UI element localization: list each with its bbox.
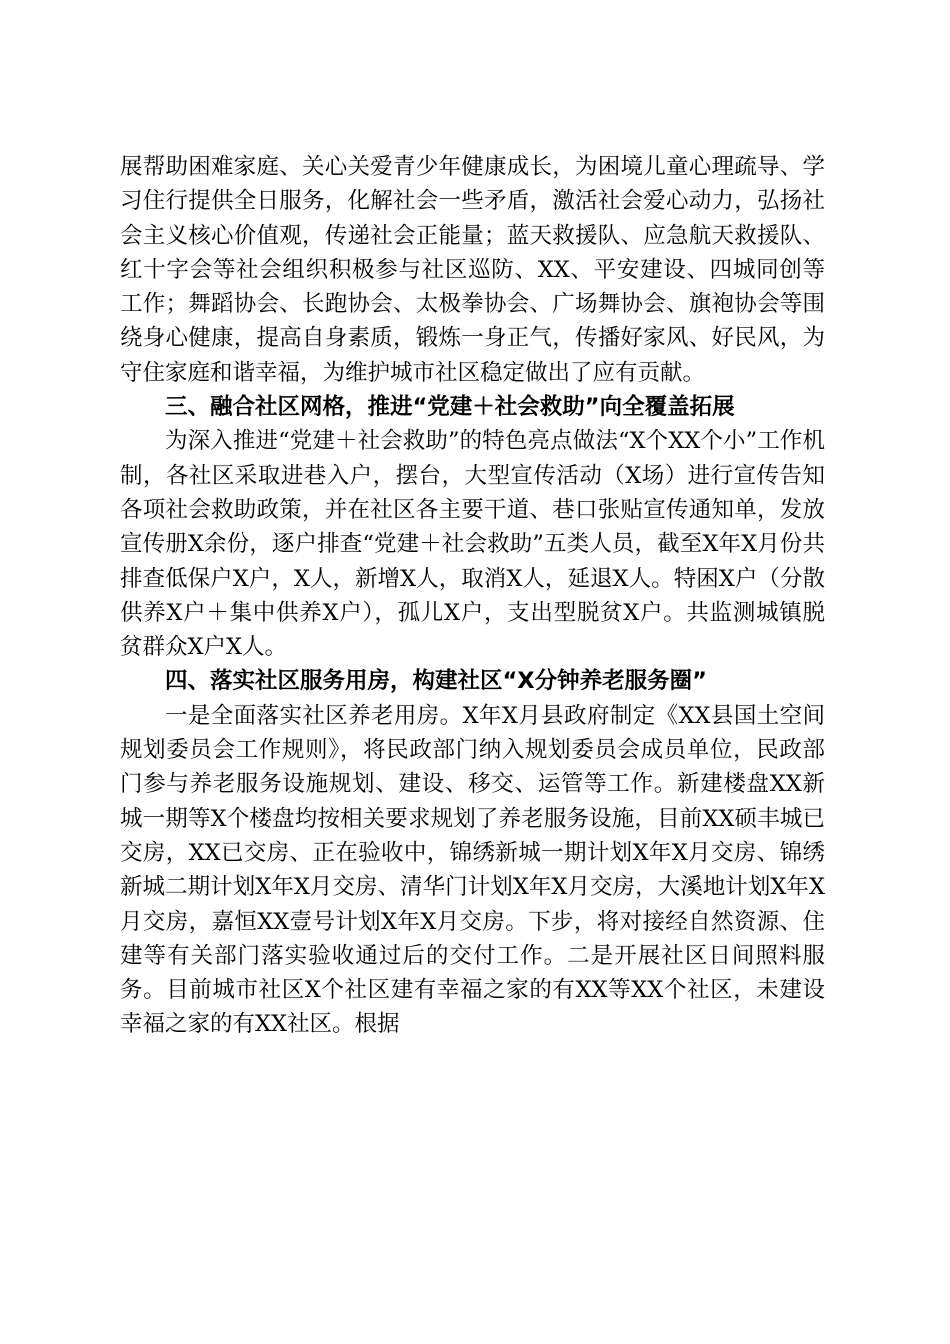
section-heading-4: 四、落实社区服务用房，构建社区“X分钟养老服务圈”: [165, 668, 707, 695]
paragraph-elderly-care: 一是全面落实社区养老用房。X年X月县政府制定《XX县国土空间规划委员会工作规则》，将民政部门纳入规划委员会成员单位，民政部门参与养老服务设施规划、建设、移交、运管等工作。新建楼盘XX新城一期等X个楼盘均按相关要求规划了养老服务设施，目前XX硕丰城已交房，XX已交房、正在验收中，锦绣新城一期计划X年X月交房、锦绣新城二期计划X年X月交房、清华门计划X年X月交房，大溪地计划X年X月交房，嘉恒XX壹号计划X年X月交房。下步，将对接经自然资源、住建等有关部门落实验收通过后的交付工作。二是开展社区日间照料服务。目前城市社区X个社区建有幸福之家的有XX等XX个社区，未建设幸福之家的有XX社区。根据: [120, 702, 825, 1038]
section-heading-3: 三、融合社区网格，推进“党建＋社会救助”向全覆盖拓展: [165, 394, 735, 421]
document-body: [120, 150, 825, 1042]
paragraph-community-organizations: 展帮助困难家庭、关心关爱青少年健康成长，为困境儿童心理疏导、学习住行提供全日服务，化解社会一些矛盾，激活社会爱心动力，弘扬社会主义核心价值观，传递社会正能量；蓝天救援队、应急航天救援队、红十字会等社会组织积极参与社区巡防、XX、平安建设、四城同创等工作；舞蹈协会、长跑协会、太极拳协会、广场舞协会、旗袍协会等围绕身心健康，提高自身素质，锻炼一身正气，传播好家风、好民风，为守住家庭和谐幸福，为维护城市社区稳定做出了应有贡献。: [120, 154, 825, 386]
paragraph-social-assistance: 为深入推进“党建＋社会救助”的特色亮点做法“X个XX个小”工作机制，各社区采取进巷入户，摆台，大型宣传活动（X场）进行宣传告知各项社会救助政策，并在社区各主要干道、巷口张贴宣传通知单，发放宣传册X余份，逐户排查“党建＋社会救助”五类人员，截至X年X月份共排查低保户X户，X人，新增X人，取消X人，延退X人。特困X户（分散供养X户＋集中供养X户），孤儿X户，支出型脱贫X户。共监测城镇脱贫群众X户X人。: [120, 428, 825, 661]
